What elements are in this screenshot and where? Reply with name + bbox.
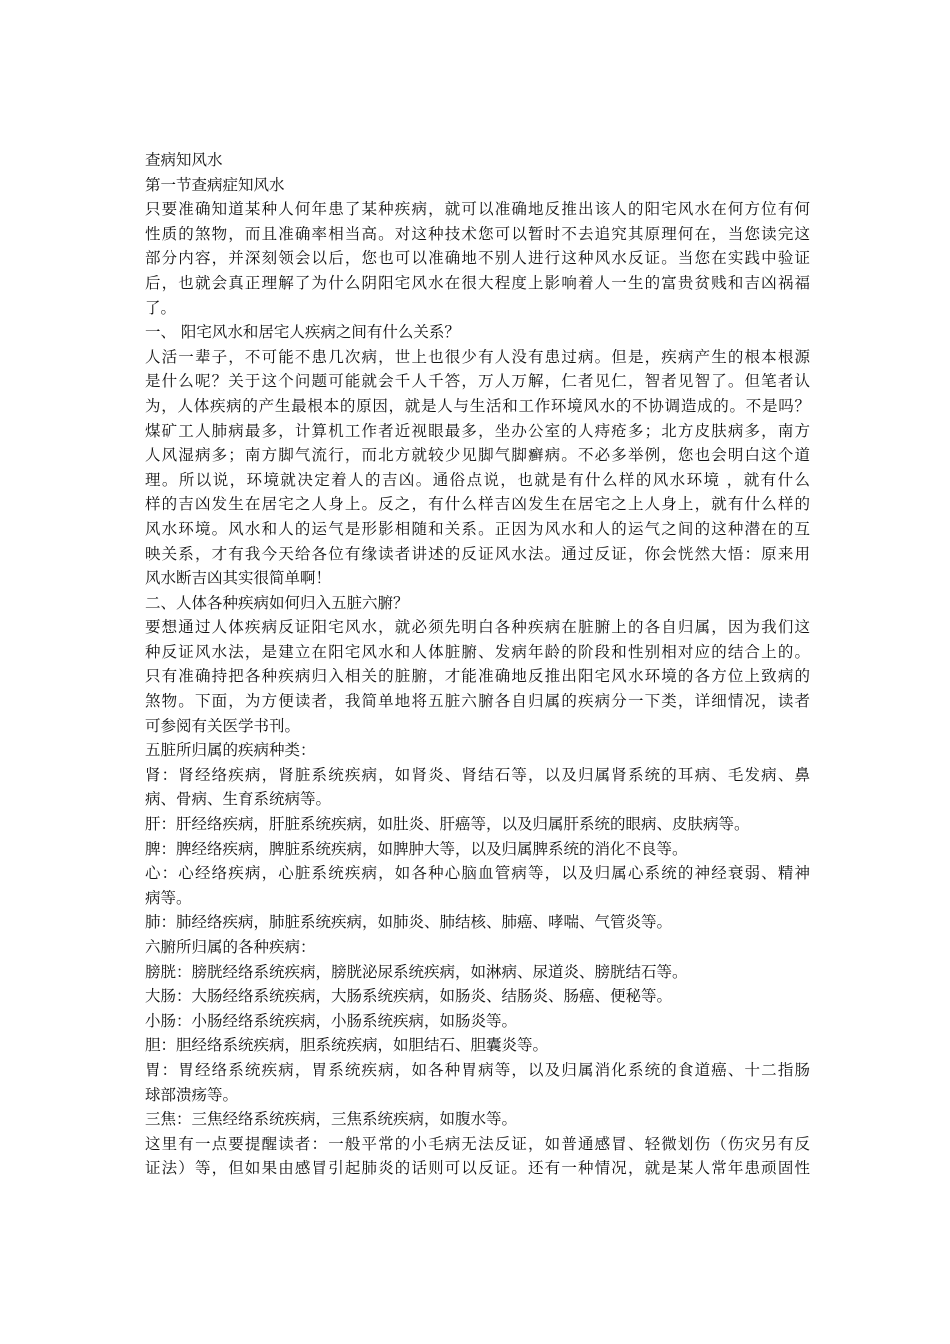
- document-text-line: 映关系，才有我今天给各位有缘读者讲述的反证风水法。通过反证，你会恍然大悟：原来用: [145, 544, 810, 563]
- document-text-line: 后，也就会真正理解了为什么阴阳宅风水在很大程度上影响着人一生的富贵贫贱和吉凶祸福: [145, 273, 810, 292]
- document-text-line: 五脏所归属的疾病种类：: [145, 741, 316, 760]
- document-text-line: 煤矿工人肺病最多，计算机工作者近视眼最多，坐办公室的人痔疮多；北方皮肤病多，南方: [145, 421, 810, 440]
- document-text-line: 胃：胃经络系统疾病，胃系统疾病，如各种胃病等，以及归属消化系统的食道癌、十二指肠: [145, 1060, 810, 1079]
- document-text-line: 人活一辈子，不可能不患几次病，世上也很少有人没有患过病。但是，疾病产生的根本根源: [145, 347, 810, 366]
- document-text-line: 煞物。下面，为方便读者，我简单地将五脏六腑各自归属的疾病分一下类，详细情况，读者: [145, 692, 810, 711]
- document-text-line: 膀胱：膀胱经络系统疾病，膀胱泌尿系统疾病，如淋病、尿道炎、膀胱结石等。: [145, 962, 688, 981]
- document-text-line: 病、骨病、生育系统病等。: [145, 790, 332, 809]
- document-text-line: 六腑所归属的各种疾病：: [145, 938, 316, 956]
- document-text-line: 肾：肾经络疾病，肾脏系统疾病，如肾炎、肾结石等，以及归属肾系统的耳病、毛发病、鼻: [145, 765, 810, 784]
- document-text-line: 只有准确持把各种疾病归入相关的脏腑，才能准确地反推出阳宅风水环境的各方位上致病的: [145, 667, 810, 686]
- document-text-line: 风水断吉凶其实很简单啊！: [145, 569, 332, 588]
- document-text-line: 心：心经络疾病，心脏系统疾病，如各种心脑血管病等，以及归属心系统的神经衰弱、精神: [145, 864, 810, 883]
- document-text-line: 种反证风水法，是建立在阳宅风水和人体脏腑、发病年龄的阶段和性别相对应的结合上的。: [145, 642, 810, 661]
- document-text-line: 是什么呢？关于这个问题可能就会千人千答，万人万解，仁者见仁，智者见智了。但笔者认: [145, 372, 810, 391]
- document-text-line: 这里有一点要提醒读者：一般平常的小毛病无法反证，如普通感冒、轻微划伤（伤灾另有反: [145, 1134, 810, 1153]
- document-text-line: 人风湿病多；南方脚气流行，而北方就较少见脚气脚癣病。不必多举例，您也会明白这个道: [145, 446, 810, 465]
- document-text-line: 三焦：三焦经络系统疾病，三焦系统疾病，如腹水等。: [145, 1110, 518, 1129]
- document-text-line: 脾：脾经络疾病，脾脏系统疾病，如脾肿大等，以及归属脾系统的消化不良等。: [145, 839, 688, 858]
- document-text-line: 胆：胆经络系统疾病，胆系统疾病，如胆结石、胆囊炎等。: [145, 1036, 549, 1055]
- document-text-line: 了。: [145, 298, 177, 317]
- document-text-line: 为，人体疾病的产生最根本的原因，就是人与生活和工作环境风水的不协调造成的。不是吗？: [145, 396, 810, 415]
- document-text-line: 性质的煞物，而且准确率相当高。对这种技术您可以暂时不去追究其原理何在，当您读完这: [145, 224, 810, 243]
- document-text-line: 大肠：大肠经络系统疾病，大肠系统疾病，如肠炎、结肠炎、肠癌、便秘等。: [145, 987, 673, 1006]
- document-text-line: 病等。: [145, 888, 192, 907]
- document-text-line: 要想通过人体疾病反证阳宅风水，就必须先明白各种疾病在脏腑上的各自归属，因为我们这: [145, 618, 810, 637]
- document-text-line: 肝：肝经络疾病，肝脏系统疾病，如肚炎、肝癌等，以及归属肝系统的眼病、皮肤病等。: [145, 815, 750, 834]
- document-text-line: 风水环境。风水和人的运气是形影相随和关系。正因为风水和人的运气之间的这种潜在的互: [145, 519, 810, 538]
- document-text-line: 样的吉凶发生在居宅之人身上。反之，有什么样吉凶发生在居宅之上人身上，就有什么样的: [145, 495, 810, 514]
- document-text-line: 肺：肺经络疾病，肺脏系统疾病，如肺炎、肺结核、肺癌、哮喘、气管炎等。: [145, 913, 673, 932]
- document-text-line: 部分内容，并深刻领会以后，您也可以准确地不别人进行这种风水反证。当您在实践中验证: [145, 249, 810, 268]
- document-text-line: 证法）等，但如果由感冒引起肺炎的话则可以反证。还有一种情况，就是某人常年患顽固性: [145, 1159, 810, 1178]
- document-text-line: 二、人体各种疾病如何归入五脏六腑？: [145, 593, 409, 612]
- document-text-line: 可参阅有关医学书刊。: [145, 716, 301, 735]
- document-text-line: 一、 阳宅风水和居宅人疾病之间有什么关系？: [145, 323, 460, 342]
- document-heading-line: 第一节查病症知风水: [145, 175, 285, 194]
- document-text-line: 小肠：小肠经络系统疾病，小肠系统疾病，如肠炎等。: [145, 1011, 518, 1030]
- document-text-line: 只要准确知道某种人何年患了某种疾病，就可以准确地反推出该人的阳宅风水在何方位有何: [145, 200, 810, 219]
- document-text-line: 球部溃疡等。: [145, 1085, 239, 1104]
- document-heading-line: 查病知风水: [145, 151, 223, 169]
- document-text-line: 理。所以说，环境就决定着人的吉凶。通俗点说，也就是有什么样的风水环境 ，就有什么: [145, 470, 810, 489]
- document-page: [145, 148, 810, 1181]
